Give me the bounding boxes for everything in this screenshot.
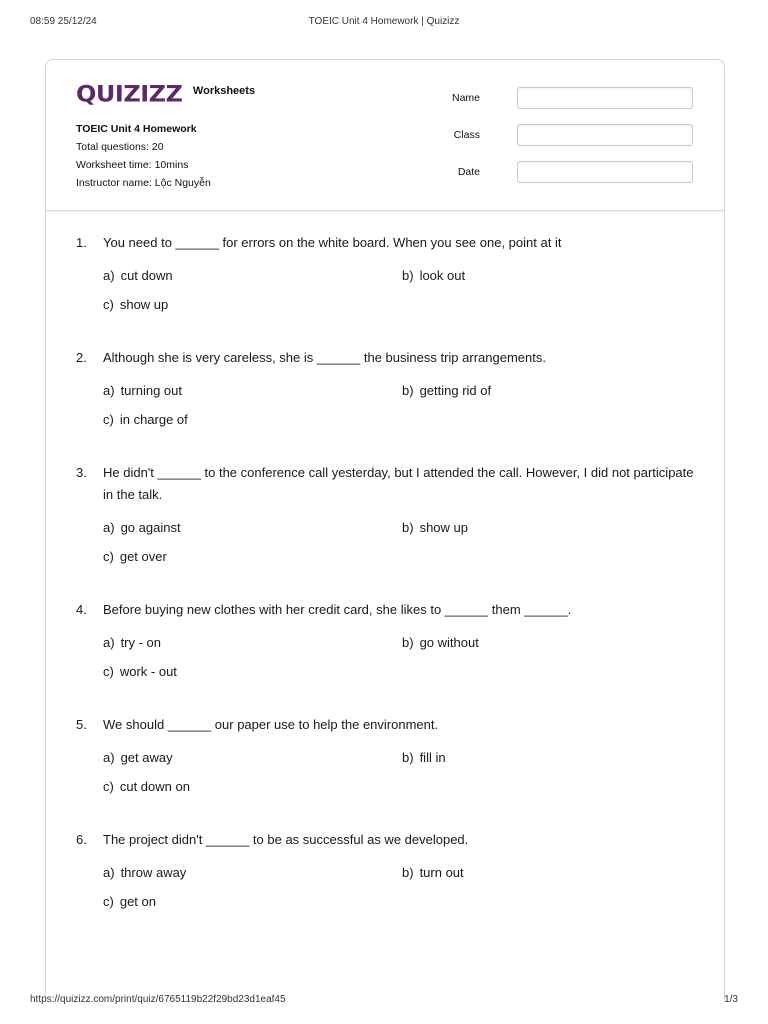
option-letter: b): [402, 383, 414, 398]
option-a[interactable]: [103, 750, 173, 765]
option-a[interactable]: [103, 268, 173, 283]
page-number: 1/3: [724, 994, 738, 1005]
option-letter: a): [103, 268, 115, 283]
option-text: in charge of: [119, 412, 188, 427]
worksheet-title: TOEIC Unit 4 Homework: [76, 123, 197, 135]
option-text: show up: [419, 520, 468, 535]
option-text: getting rid of: [419, 383, 492, 398]
class-field[interactable]: [517, 124, 693, 146]
worksheet-meta: [76, 120, 211, 192]
option-a[interactable]: [103, 520, 181, 535]
question-item: [76, 232, 696, 328]
question-text: You need to ______ for errors on the white board. When you see one, point at it: [103, 235, 562, 250]
print-page-title: TOEIC Unit 4 Homework | Quizizz: [308, 16, 460, 27]
option-a[interactable]: [103, 635, 161, 650]
question-number: 5.: [76, 717, 87, 732]
worksheet-time: Worksheet time: 10mins: [76, 159, 189, 171]
name-field-row: [451, 87, 693, 111]
option-letter: b): [402, 520, 414, 535]
option-c[interactable]: [103, 549, 167, 564]
name-label: Name: [451, 92, 480, 104]
answer-options: [76, 750, 696, 810]
option-a[interactable]: [103, 865, 186, 880]
option-b[interactable]: [402, 383, 491, 398]
option-c[interactable]: [103, 297, 168, 312]
answer-options: [76, 383, 696, 443]
option-b[interactable]: [402, 268, 465, 283]
option-a[interactable]: [103, 383, 182, 398]
option-text: fill in: [419, 750, 446, 765]
option-letter: a): [103, 635, 115, 650]
question-text: He didn't ______ to the conference call yesterday, but I attended the call. However, I did not participate in the talk.: [103, 465, 694, 502]
option-letter: b): [402, 635, 414, 650]
option-text: go against: [120, 520, 181, 535]
option-letter: c): [103, 297, 114, 312]
print-footer: [30, 994, 738, 1010]
question-text: Before buying new clothes with her credit card, she likes to ______ them ______.: [103, 602, 572, 617]
option-b[interactable]: [402, 865, 464, 880]
option-letter: b): [402, 865, 414, 880]
question-number: 4.: [76, 602, 87, 617]
option-letter: a): [103, 865, 115, 880]
option-letter: a): [103, 520, 115, 535]
option-letter: a): [103, 750, 115, 765]
option-text: get on: [119, 894, 156, 909]
question-number: 3.: [76, 465, 87, 480]
question-text-row: [76, 714, 696, 736]
option-b[interactable]: [402, 635, 479, 650]
question-item: [76, 462, 696, 580]
option-text: turn out: [419, 865, 464, 880]
question-list: [76, 232, 696, 925]
option-text: get away: [120, 750, 173, 765]
name-field[interactable]: [517, 87, 693, 109]
print-url: https://quizizz.com/print/quiz/6765119b22f29bd23d1eaf45: [30, 994, 286, 1005]
question-text-row: [76, 599, 696, 621]
question-item: [76, 829, 696, 925]
option-text: cut down on: [119, 779, 190, 794]
option-letter: c): [103, 894, 114, 909]
question-item: [76, 714, 696, 810]
option-text: show up: [119, 297, 169, 312]
question-text-row: [76, 347, 696, 369]
instructor-name: Instructor name: Lộc Nguyễn: [76, 177, 211, 189]
answer-options: [76, 520, 696, 580]
class-label: Class: [453, 129, 480, 141]
total-questions: Total questions: 20: [76, 141, 164, 153]
option-b[interactable]: [402, 750, 446, 765]
print-timestamp: 08:59 25/12/24: [30, 16, 97, 27]
option-letter: c): [103, 664, 114, 679]
question-text: We should ______ our paper use to help the environment.: [103, 717, 439, 732]
question-text-row: [76, 829, 696, 851]
question-text: The project didn't ______ to be as successful as we developed.: [103, 832, 469, 847]
answer-options: [76, 635, 696, 695]
option-text: cut down: [120, 268, 173, 283]
option-c[interactable]: [103, 779, 190, 794]
student-fields: [451, 87, 693, 198]
option-text: turning out: [120, 383, 182, 398]
question-number: 1.: [76, 235, 87, 250]
brand-subtitle: Worksheets: [192, 85, 256, 97]
answer-options: [76, 865, 696, 925]
brand: [76, 80, 255, 106]
date-field[interactable]: [517, 161, 693, 183]
option-text: go without: [419, 635, 479, 650]
option-text: throw away: [120, 865, 187, 880]
option-letter: b): [402, 750, 414, 765]
option-text: work - out: [119, 664, 177, 679]
print-header: [30, 16, 738, 32]
question-number: 2.: [76, 350, 87, 365]
option-letter: a): [103, 383, 115, 398]
option-c[interactable]: [103, 664, 177, 679]
worksheet-header: [46, 60, 724, 211]
date-field-row: [457, 161, 693, 185]
question-item: [76, 347, 696, 443]
option-letter: c): [103, 549, 114, 564]
quizizz-logo: QUIZIZZ: [76, 81, 183, 107]
question-text-row: [76, 462, 696, 506]
class-field-row: [453, 124, 693, 148]
option-text: try - on: [120, 635, 162, 650]
question-item: [76, 599, 696, 695]
question-text: Although she is very careless, she is ______ the business trip arrangements.: [103, 350, 546, 365]
worksheet-card: [45, 59, 725, 1000]
question-text-row: [76, 232, 696, 254]
option-letter: c): [103, 779, 114, 794]
option-b[interactable]: [402, 520, 468, 535]
option-c[interactable]: [103, 412, 188, 427]
option-c[interactable]: [103, 894, 156, 909]
option-text: look out: [419, 268, 466, 283]
option-text: get over: [119, 549, 167, 564]
option-letter: b): [402, 268, 414, 283]
date-label: Date: [457, 166, 480, 178]
question-number: 6.: [76, 832, 87, 847]
option-letter: c): [103, 412, 114, 427]
answer-options: [76, 268, 696, 328]
